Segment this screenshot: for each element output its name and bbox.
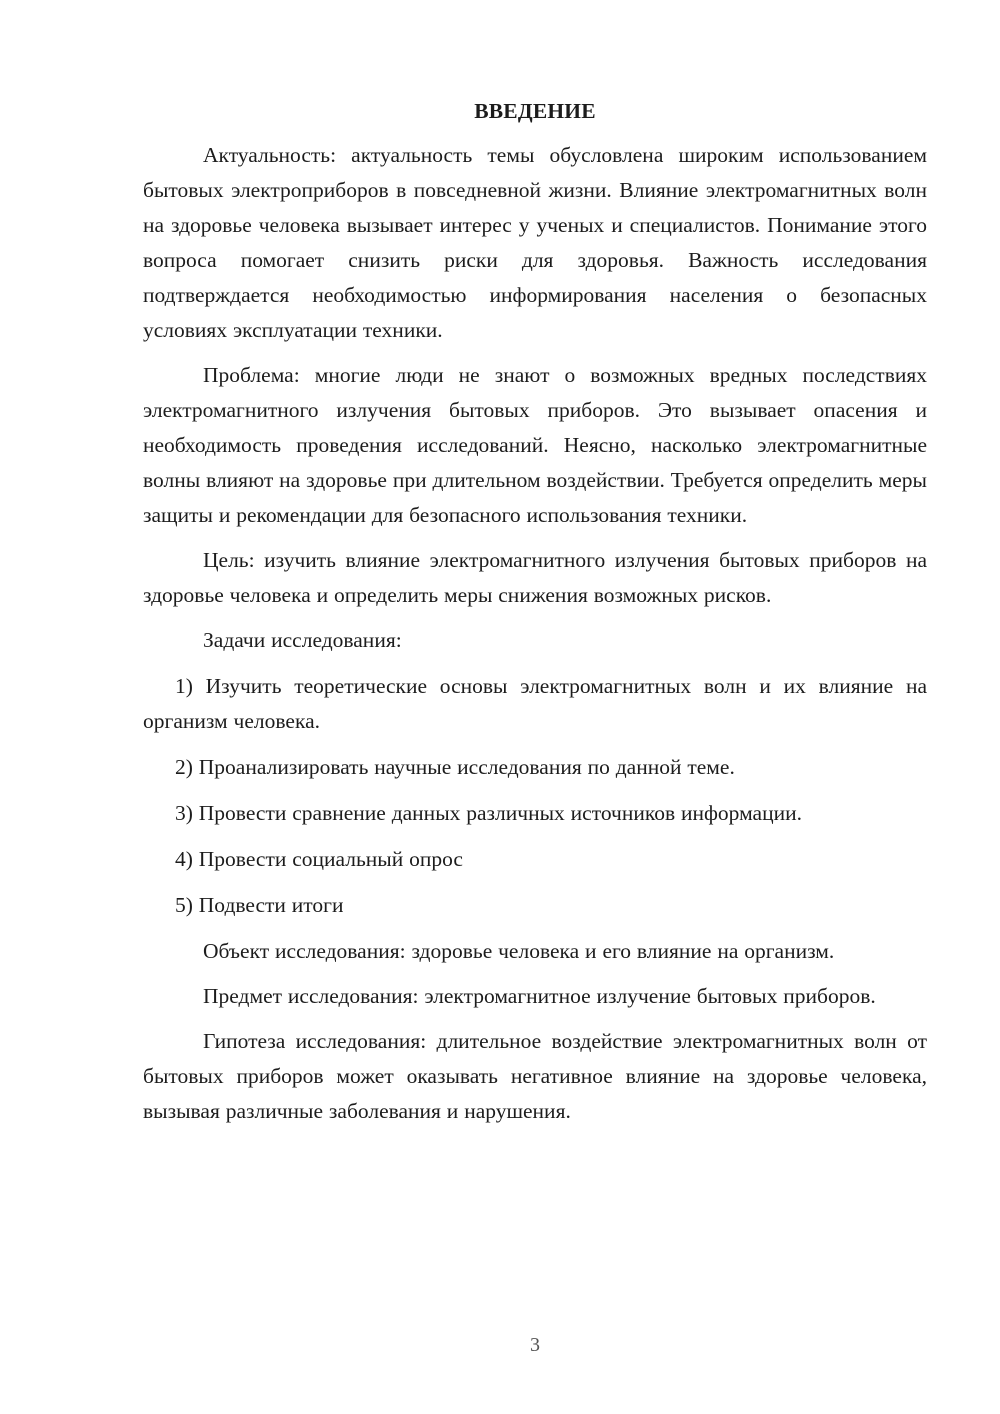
paragraph-problem: Проблема: многие люди не знают о возможных вредных последствиях электромагнитного излучения бытовых приборов. Это вызывает опасения и необходимость проведения исследований. Неясно, насколько электромагнитные волны влияют на здоровье при длительном воздействии. Требуется определить меры защиты и рекомендации для безопасного использования техники. — [143, 363, 927, 527]
task-item-2: 2) Проанализировать научные исследования по данной теме. — [175, 755, 735, 779]
paragraph-object: Объект исследования: здоровье человека и его влияние на организм. — [203, 939, 835, 963]
paragraph-relevance: Актуальность: актуальность темы обусловлена широким использованием бытовых электроприборов в повседневной жизни. Влияние электромагнитных волн на здоровье человека вызывает интерес у ученых и специалистов. Понимание этого вопроса помогает снизить риски для здоровья. Важность исследования подтверждается необходимостью информирования населения о безопасных условиях эксплуатации техники. — [143, 143, 927, 342]
paragraph-subject: Предмет исследования: электромагнитное излучение бытовых приборов. — [203, 984, 876, 1008]
paragraph-hypothesis: Гипотеза исследования: длительное воздействие электромагнитных волн от бытовых приборов может оказывать негативное влияние на здоровье человека, вызывая различные заболевания и нарушения. — [143, 1029, 927, 1123]
paragraph-goal: Цель: изучить влияние электромагнитного излучения бытовых приборов на здоровье человека и определить меры снижения возможных рисков. — [143, 548, 927, 607]
task-item-1: 1) Изучить теоретические основы электромагнитных волн и их влияние на организм человека. — [143, 674, 927, 733]
task-item-3: 3) Провести сравнение данных различных источников информации. — [175, 801, 802, 825]
task-item-4: 4) Провести социальный опрос — [175, 847, 463, 871]
document-body — [143, 96, 927, 1129]
task-item-5: 5) Подвести итоги — [175, 893, 344, 917]
tasks-heading: Задачи исследования: — [203, 628, 402, 652]
page-title: ВВЕДЕНИЕ — [474, 99, 596, 123]
page-number: 3 — [530, 1334, 540, 1356]
